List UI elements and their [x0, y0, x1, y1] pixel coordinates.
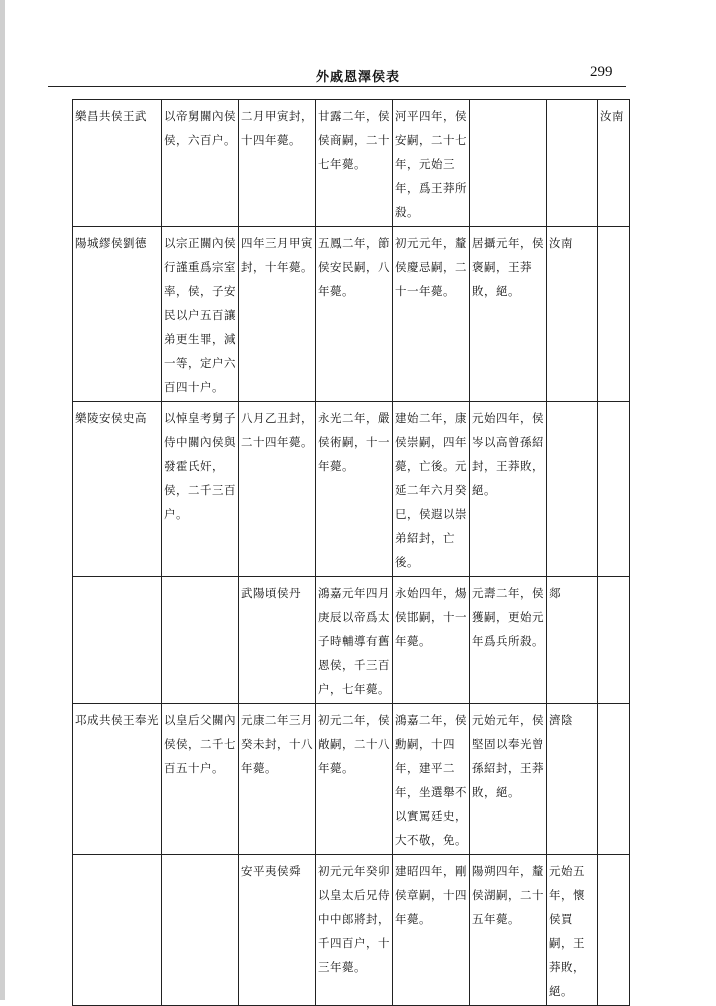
table-cell: 八月乙丑封，二十四年薨。: [239, 402, 316, 577]
table-cell: 永光二年，嚴侯術嗣，十一年薨。: [316, 402, 393, 577]
table-cell: [470, 100, 547, 227]
table-row: [73, 227, 630, 402]
header-rule: [48, 86, 626, 87]
table-cell: 建昭四年，剛侯章嗣，十四年薨。: [393, 855, 470, 1006]
table-cell: 河平四年，侯安嗣，二十七年，元始三年，爲王莽所殺。: [393, 100, 470, 227]
table-cell: [73, 577, 162, 704]
table-cell: 汝南: [547, 227, 598, 402]
table-cell: 元康二年三月癸未封，十八年薨。: [239, 704, 316, 855]
table-row: [73, 704, 630, 855]
table-cell: 元始四年，侯岑以高曾孫紹封，王莽敗，絕。: [470, 402, 547, 577]
table-cell: 四年三月甲寅封，十年薨。: [239, 227, 316, 402]
table-cell: 二月甲寅封，十四年薨。: [239, 100, 316, 227]
table-cell: [162, 855, 239, 1006]
table-cell: 以悼皇考舅子侍中關內侯與發霍氏奸，侯，二千三百户。: [162, 402, 239, 577]
table-cell: 邛成共侯王奉光: [73, 704, 162, 855]
table-cell: 汝南: [598, 100, 630, 227]
page-number: 299: [590, 64, 613, 80]
table-cell: 初元元年，釐侯慶忌嗣，二十一年薨。: [393, 227, 470, 402]
table-cell: [73, 855, 162, 1006]
table-cell: 元始元年，侯堅固以奉光曾孫紹封，王莽敗，絕。: [470, 704, 547, 855]
marquis-table: [72, 99, 630, 1006]
table-cell: 永始四年，煬侯邯嗣，十一年薨。: [393, 577, 470, 704]
table-cell: 武陽頃侯丹: [239, 577, 316, 704]
table-cell: 郯: [547, 577, 598, 704]
book-spine-edge: [0, 0, 5, 1000]
table-cell: 樂昌共侯王武: [73, 100, 162, 227]
table-cell: 以皇后父關內侯侯，二千七百五十户。: [162, 704, 239, 855]
table-cell: [598, 227, 630, 402]
table-cell: 五鳳二年，節侯安民嗣，八年薨。: [316, 227, 393, 402]
table-cell: 濟陰: [547, 704, 598, 855]
table-cell: [547, 402, 598, 577]
table-cell: [598, 577, 630, 704]
table-cell: [598, 402, 630, 577]
table-cell: 元壽二年，侯獲嗣，更始元年爲兵所殺。: [470, 577, 547, 704]
table-cell: 以宗正關內侯行謹重爲宗室率，侯，子安民以户五百讓弟更生罪，減一等，定户六百四十户。: [162, 227, 239, 402]
table-cell: 樂陵安侯史高: [73, 402, 162, 577]
table-cell: [547, 100, 598, 227]
table-row: [73, 402, 630, 577]
table-cell: [162, 577, 239, 704]
table-cell: 元始五年，懷侯買嗣，王莽敗，絕。: [547, 855, 598, 1006]
table-cell: 居攝元年，侯褒嗣，王莽敗，絕。: [470, 227, 547, 402]
running-header-title: 外戚恩澤侯表: [315, 70, 400, 85]
table-cell: 建始二年，康侯崇嗣，四年薨，亡後。元延二年六月癸巳，侯遐以崇弟紹封，亡後。: [393, 402, 470, 577]
table-cell: [598, 855, 630, 1006]
table-row: [73, 577, 630, 704]
table-row: [73, 100, 630, 227]
table-cell: 初元二年，侯敞嗣，二十八年薨。: [316, 704, 393, 855]
table-cell: 陽城繆侯劉德: [73, 227, 162, 402]
table-cell: 初元元年癸卯以皇太后兄侍中中郎將封，千四百户，十三年薨。: [316, 855, 393, 1006]
table-cell: 安平夷侯舜: [239, 855, 316, 1006]
table-row: [73, 855, 630, 1006]
table-cell: 鴻嘉元年四月庚辰以帝爲太子時輔導有舊恩侯，千三百户，七年薨。: [316, 577, 393, 704]
table-cell: 以帝舅關內侯侯，六百户。: [162, 100, 239, 227]
table-cell: 鴻嘉二年，侯勳嗣，十四年，建平二年，坐選舉不以實罵廷史，大不敬，免。: [393, 704, 470, 855]
table-cell: 甘露二年，侯侯商嗣，二十七年薨。: [316, 100, 393, 227]
table-cell: [598, 704, 630, 855]
table-cell: 陽朔四年，釐侯湖嗣，二十五年薨。: [470, 855, 547, 1006]
